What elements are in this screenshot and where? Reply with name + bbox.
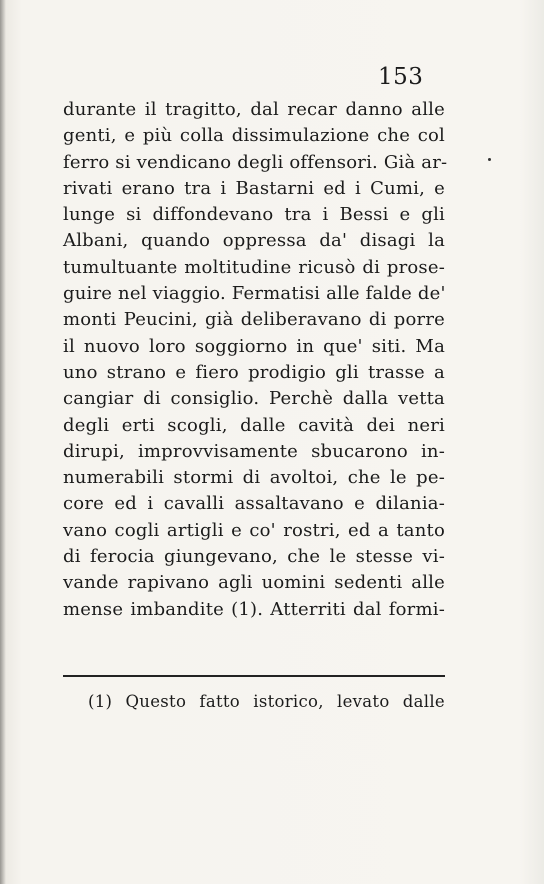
text-line: cangiar di consiglio. Perchè dalla vetta [63, 388, 445, 410]
text-line: tumultuante moltitudine ricusò di prose- [63, 256, 445, 278]
text-line: vano cogli artigli e co' rostri, ed a tanto [63, 519, 445, 541]
text-line: monti Peucini, già deliberavano di porre [63, 309, 445, 331]
page-number: 153 [378, 64, 424, 90]
text-line: core ed i cavalli assaltavano e dilania- [63, 493, 445, 515]
text-line: numerabili stormi di avoltoi, che le pe- [63, 467, 445, 489]
text-line: di ferocia giungevano, che le stesse vi- [63, 546, 445, 568]
text-line: mense imbandite (1). Atterriti dal formi- [63, 598, 445, 620]
text-line: dirupi, improvvisamente sbucarono in- [63, 440, 445, 462]
page-gutter-shadow [0, 0, 6, 884]
text-line: rivati erano tra i Bastarni ed i Cumi, e [63, 177, 445, 199]
footnote: (1) Questo fatto istorico, levato dalle [88, 692, 445, 711]
ink-speck [488, 158, 491, 161]
text-line: guire nel viaggio. Fermatisi alle falde de' [63, 283, 446, 305]
text-line: uno strano e fiero prodigio gli trasse a [63, 361, 445, 383]
text-line: Albani, quando oppressa da' disagi la [63, 230, 445, 252]
text-line: genti, e più colla dissimulazione che col [63, 125, 445, 147]
text-line: ferro si vendicano degli offensori. Già ar- [63, 151, 448, 173]
text-line: vande rapivano agli uomini sedenti alle [63, 572, 445, 594]
text-line: il nuovo loro soggiorno in que' siti. Ma [63, 335, 445, 357]
footnote-divider [63, 675, 445, 677]
text-line: lunge si diffondevano tra i Bessi e gli [63, 204, 445, 226]
text-line: durante il tragitto, dal recar danno alle [63, 99, 445, 120]
text-line: degli erti scogli, dalle cavità dei neri [63, 414, 445, 436]
body-text [63, 97, 448, 623]
